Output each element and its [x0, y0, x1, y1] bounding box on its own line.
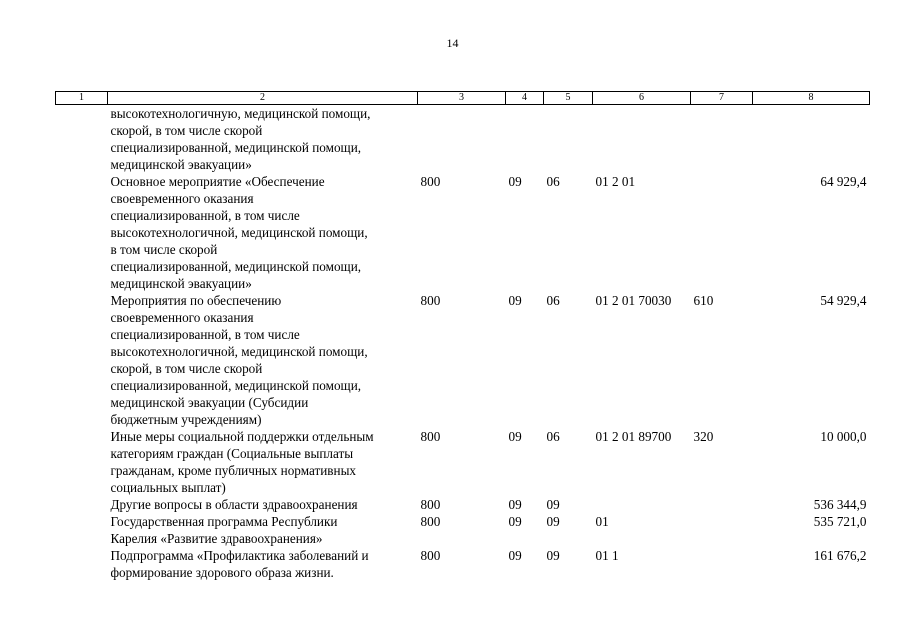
subsection-code — [544, 105, 593, 174]
target-article-code — [593, 496, 691, 513]
section-code: 09 — [508, 514, 522, 529]
column-header: 3 — [418, 92, 506, 105]
subsection-code: 09 — [546, 514, 560, 529]
section-code: 09 — [508, 548, 522, 563]
row-name: Другие вопросы в области здравоохранения — [110, 497, 358, 512]
amount — [753, 105, 870, 174]
table-row — [56, 173, 870, 292]
section-code — [506, 105, 544, 174]
row-name: Подпрограмма «Профилактика заболеваний и формирование здорового образа жизни. — [110, 548, 369, 580]
column-header: 4 — [506, 92, 544, 105]
target-article-code: 01 2 01 — [595, 174, 636, 189]
table-row — [56, 513, 870, 547]
expense-type-code — [691, 496, 753, 513]
section-code: 09 — [508, 429, 522, 444]
ministry-code: 800 — [420, 548, 441, 563]
table-row — [56, 547, 870, 581]
row-number — [56, 513, 108, 547]
row-number — [56, 428, 108, 496]
expense-type-code — [691, 105, 753, 174]
expense-type-code — [691, 547, 753, 581]
target-article-code: 01 2 01 89700 — [595, 429, 672, 444]
subsection-code: 06 — [546, 174, 560, 189]
expense-type-code — [691, 173, 753, 292]
ministry-code: 800 — [420, 497, 441, 512]
row-name: Государственная программа Республики Карелия «Развитие здравоохранения» — [110, 514, 338, 546]
ministry-code: 800 — [420, 429, 441, 444]
target-article-code: 01 2 01 70030 — [595, 293, 672, 308]
ministry-code: 800 — [420, 514, 441, 529]
column-header: 7 — [691, 92, 753, 105]
row-name: высокотехнологичную, медицинской помощи, скорой, в том числе скорой специализированной, медицинской помощи, медицинской эвакуации» — [110, 106, 371, 172]
column-header: 2 — [108, 92, 418, 105]
ministry-code: 800 — [420, 174, 441, 189]
section-code: 09 — [508, 497, 522, 512]
expense-type-code: 320 — [693, 429, 714, 444]
budget-table — [55, 91, 870, 581]
column-header: 1 — [56, 92, 108, 105]
table-row — [56, 105, 870, 174]
expense-type-code: 610 — [693, 293, 714, 308]
row-number — [56, 105, 108, 174]
ministry-code: 800 — [420, 293, 441, 308]
row-name: Основное мероприятие «Обеспечение своевременного оказания специализированной, в том числе высокотехнологичной, медицинской помощи, в том числе скорой специализированной, медицинской помощи, медицинской эвакуации» — [110, 174, 368, 291]
column-number-row — [56, 92, 870, 105]
amount: 64 929,4 — [820, 174, 867, 189]
column-header: 8 — [753, 92, 870, 105]
row-number — [56, 547, 108, 581]
amount: 54 929,4 — [820, 293, 867, 308]
row-number — [56, 292, 108, 428]
target-article-code: 01 1 — [595, 548, 619, 563]
amount: 10 000,0 — [820, 429, 867, 444]
target-article-code: 01 — [595, 514, 609, 529]
section-code: 09 — [508, 293, 522, 308]
subsection-code: 06 — [546, 429, 560, 444]
column-header: 5 — [544, 92, 593, 105]
subsection-code: 09 — [546, 497, 560, 512]
column-header: 6 — [593, 92, 691, 105]
amount: 535 721,0 — [813, 514, 867, 529]
subsection-code: 09 — [546, 548, 560, 563]
target-article-code — [593, 105, 691, 174]
row-name: Иные меры социальной поддержки отдельным категориям граждан (Социальные выплаты гражданам, кроме публичных нормативных социальных выплат) — [110, 429, 374, 495]
row-number — [56, 173, 108, 292]
page-number: 14 — [446, 36, 459, 50]
table-row — [56, 496, 870, 513]
amount: 161 676,2 — [813, 548, 867, 563]
expense-type-code — [691, 513, 753, 547]
amount: 536 344,9 — [813, 497, 867, 512]
ministry-code — [418, 105, 506, 174]
row-number — [56, 496, 108, 513]
table-row — [56, 428, 870, 496]
table-row — [56, 292, 870, 428]
row-name: Мероприятия по обеспечению своевременного оказания специализированной, в том числе высокотехнологичной, медицинской помощи, скорой, в том числе скорой специализированной, медицинской помощи, медицинской эвакуации (Субсидии бюджетным учреждениям) — [110, 293, 368, 427]
subsection-code: 06 — [546, 293, 560, 308]
section-code: 09 — [508, 174, 522, 189]
